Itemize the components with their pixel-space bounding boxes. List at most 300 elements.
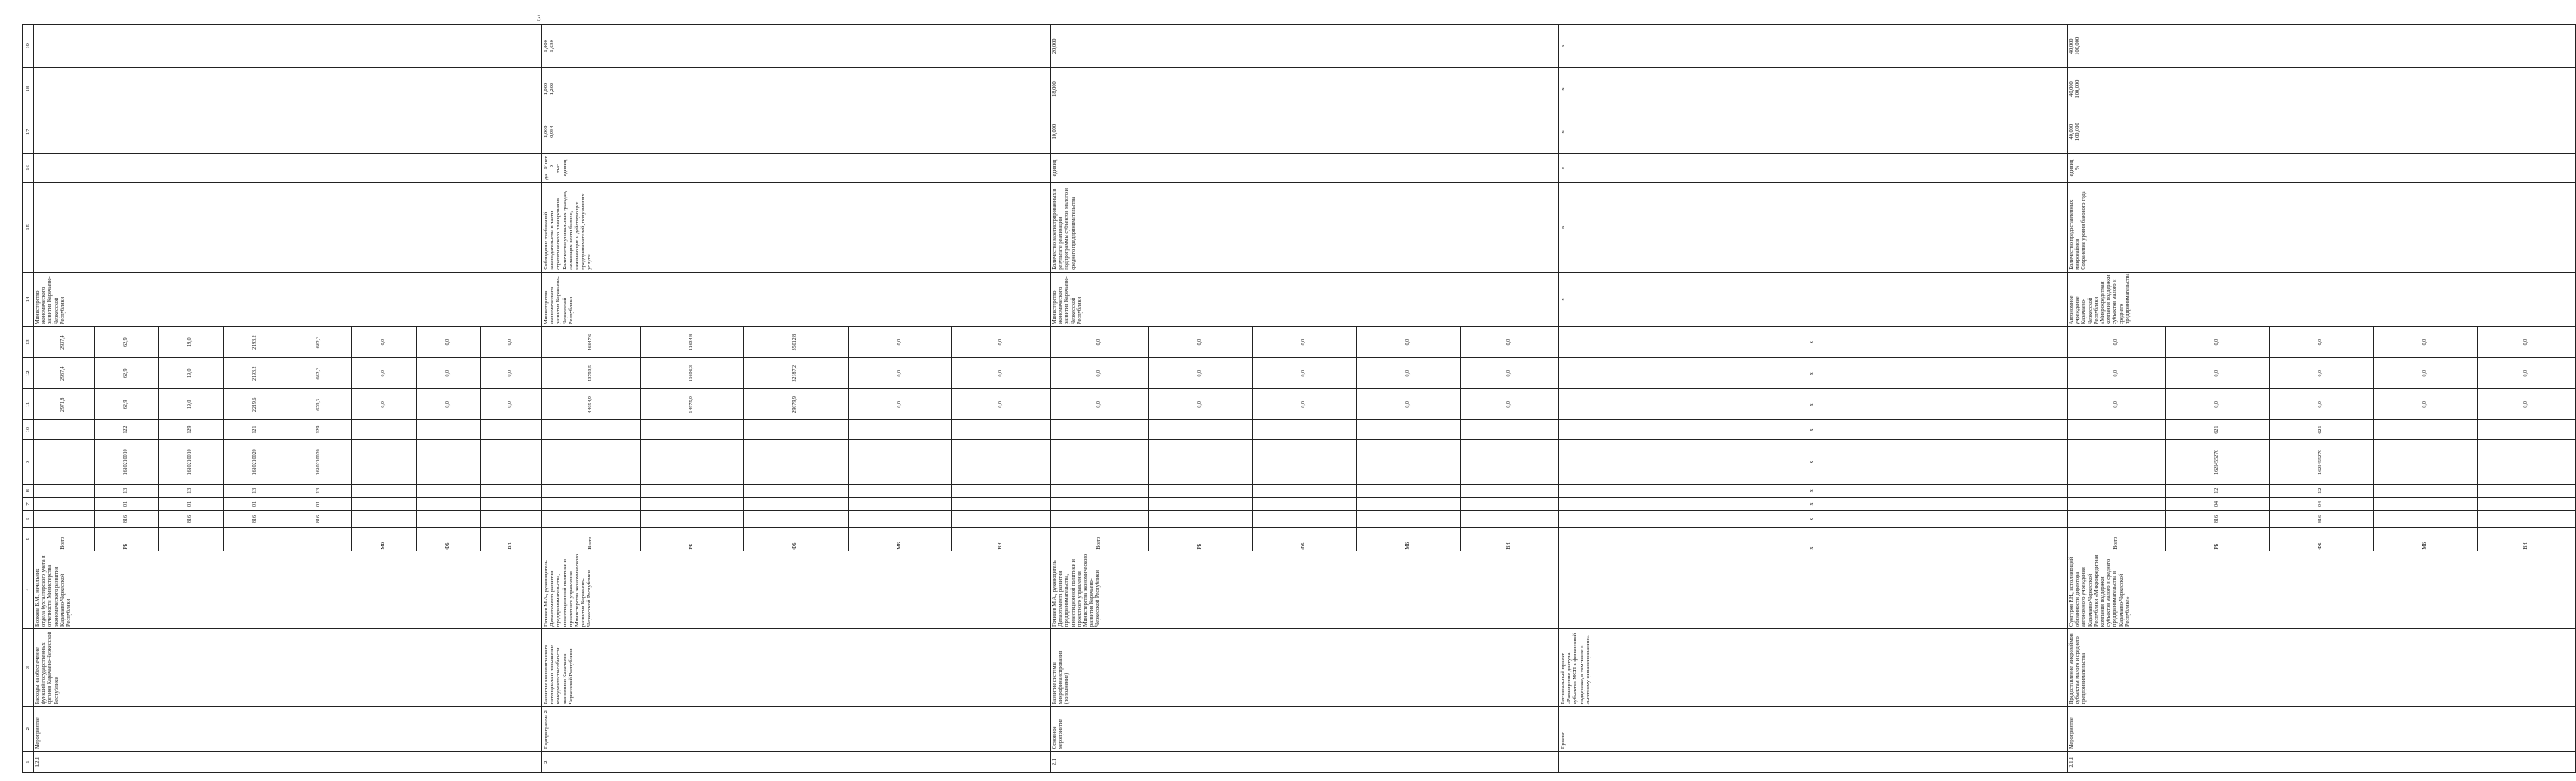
sub-cell: ФБ (416, 528, 481, 551)
sub-cell (481, 498, 541, 511)
sub-cell: 0,0 (2165, 327, 2269, 357)
sub-cell: 0,0 (997, 338, 1003, 346)
sub-cell: х (1809, 517, 1815, 520)
cell-col-15: Соблюдение требований законодательства в части стратегического планирования Количество уникальных граждан, желающих вести бизнес, начинающих и действующих предпринимателей, получивших услуги (542, 182, 1051, 272)
sub-cell: 12 (2270, 485, 2373, 497)
sub-cell (848, 511, 951, 526)
sub-cell (640, 440, 743, 484)
sub-cell (1148, 440, 1252, 484)
column-number-row (23, 25, 34, 773)
sub-cell: Всего (1051, 528, 1148, 551)
sub-cell (1253, 498, 1356, 511)
sub-cell (1148, 511, 1252, 526)
sub-cell: 621 (2165, 420, 2269, 439)
sub-cell (34, 420, 94, 439)
cell-col-13 (1051, 327, 1559, 358)
sub-cell: 0,0 (848, 327, 951, 357)
cell-col-4: Боркова Б.М., начальник отдела бухгалтерского учета и отчетности Министерства экономического развития Карачаево-Черкесской Республики (34, 551, 542, 628)
cell-col-1 (1559, 752, 2068, 773)
sub-cell (2373, 485, 2477, 497)
cell-col-3: Развитие системы микрофинансирования (пополнение) (1051, 628, 1559, 706)
sub-cell (640, 511, 743, 526)
cell-col-12 (34, 358, 542, 389)
sub-cell: х (1809, 460, 1815, 463)
sub-cell: 816 (2165, 511, 2269, 526)
sub-cell: 816 (287, 511, 352, 526)
cell-col-14: Министерство экономического развития Карачаево-Черкесской Республики (542, 272, 1051, 326)
sub-cell: 670,3 (287, 389, 352, 419)
sub-cell (744, 511, 848, 526)
sub-cell (2478, 485, 2575, 497)
cell-col-19 (34, 25, 542, 68)
sub-cell: 121 (223, 420, 287, 439)
sub-cell: 662,3 (287, 327, 352, 357)
sub-cell: 0,0 (848, 389, 951, 419)
cell-col-12 (1051, 358, 1559, 389)
cell-col-7 (34, 497, 542, 511)
sub-cell: МБ (848, 528, 951, 551)
cell-col-15 (34, 182, 542, 272)
cell-col-3: Предоставление микрозаймов субъектам малого и среднего предпринимательства (2068, 628, 2576, 706)
sub-cell: 122 (94, 420, 159, 439)
sub-cell (416, 511, 481, 526)
sub-cell: 2193,2 (223, 327, 287, 357)
sub-cell (542, 485, 640, 497)
cell-col-5 (542, 527, 1051, 551)
sub-cell (416, 498, 481, 511)
column-number-cell: 15 (23, 182, 34, 272)
cell-col-9 (2068, 439, 2576, 484)
sub-cell: 0,0 (1051, 327, 1148, 357)
sub-cell: 1610210020 (287, 440, 352, 484)
sub-cell (2373, 420, 2477, 439)
sub-cell: 0,0 (352, 358, 417, 388)
sub-cell: 0,0 (1506, 338, 1512, 346)
cell-col-5 (2068, 527, 2576, 551)
sub-cell (1051, 420, 1148, 439)
cell-col-19: 20,000 (1051, 25, 1559, 68)
sub-cell (1253, 440, 1356, 484)
sub-cell: х (1809, 502, 1815, 506)
sub-cell (352, 498, 417, 511)
sub-cell: 0,0 (848, 358, 951, 388)
sub-cell: 01 (159, 498, 224, 511)
table-row (1559, 25, 2068, 773)
sub-cell (1253, 511, 1356, 526)
sub-cell: 62,9 (94, 358, 159, 388)
program-table (22, 24, 2576, 773)
sub-cell: 0,0 (1148, 358, 1252, 388)
sub-cell (352, 420, 417, 439)
column-number-cell: 16 (23, 154, 34, 183)
sub-cell: ФБ (1253, 528, 1356, 551)
sub-cell: х (1809, 403, 1815, 406)
cell-col-19: 40,000 100,000 (2068, 25, 2576, 68)
rotated-table-container (22, 24, 2529, 773)
column-number-cell: 3 (23, 628, 34, 706)
sub-cell: 1610210010 (159, 440, 224, 484)
cell-col-2: Мероприятие (2068, 707, 2576, 752)
sub-cell (1356, 440, 1460, 484)
sub-cell (481, 511, 541, 526)
cell-col-5 (1051, 527, 1559, 551)
sub-cell (416, 420, 481, 439)
sub-cell (2478, 420, 2575, 439)
page-number: 3 (537, 14, 541, 22)
cell-col-13 (542, 327, 1051, 358)
sub-cell (640, 498, 743, 511)
column-number-cell: 1 (23, 752, 34, 773)
cell-col-4: Сунгуров Р.Н., исполняющий обязанности директора автономного учреждения Карачаево-Черкесской Республики «Микрокредитная компания поддержки субъектов малого и среднего предпринимательства в Карачаево-Черкесской Республике» (2068, 551, 2576, 628)
sub-cell: 0,0 (508, 401, 514, 408)
cell-col-6 (542, 511, 1051, 527)
cell-col-3: Региональный проект «Расширение доступа субъектов МСП к финансовой поддержке, в том числе к льготному финансированию» (1559, 628, 2068, 706)
cell-col-18: 40,000 100,000 (2068, 67, 2576, 110)
sub-cell (1356, 498, 1460, 511)
sub-cell: 0,0 (997, 369, 1003, 377)
sub-cell (1148, 498, 1252, 511)
sub-cell: 0,0 (416, 327, 481, 357)
sub-cell (1051, 511, 1148, 526)
sub-cell: Всего (542, 528, 640, 551)
column-number-cell: 4 (23, 551, 34, 628)
sub-cell: 2937,4 (34, 327, 94, 357)
cell-col-8 (542, 484, 1051, 497)
sub-cell: 129 (159, 420, 224, 439)
sub-cell (287, 528, 352, 551)
sub-cell: 0,0 (1253, 389, 1356, 419)
sub-cell: 0,0 (2068, 327, 2165, 357)
sub-cell (416, 485, 481, 497)
sub-cell (2478, 440, 2575, 484)
cell-col-12 (2068, 358, 2576, 389)
sub-cell: 0,0 (2068, 389, 2165, 419)
sub-cell (2068, 420, 2165, 439)
sub-cell: РБ (94, 528, 159, 551)
sub-cell (1461, 511, 1558, 526)
sub-cell: МБ (352, 528, 417, 551)
sub-cell (1461, 485, 1558, 497)
sub-cell: РБ (640, 528, 743, 551)
cell-col-7 (2068, 497, 2576, 511)
sub-cell (1356, 420, 1460, 439)
table-row (34, 25, 542, 773)
cell-col-2: Подпрограмма 2 (542, 707, 1051, 752)
cell-col-12 (542, 358, 1051, 389)
sub-cell (34, 440, 94, 484)
sub-cell (481, 420, 541, 439)
sub-cell (952, 420, 1050, 439)
sub-cell (1051, 498, 1148, 511)
column-number-cell: 18 (23, 67, 34, 110)
sub-cell (34, 511, 94, 526)
sub-cell: 13 (223, 485, 287, 497)
sub-cell: ВН (508, 542, 514, 550)
cell-col-10 (34, 420, 542, 440)
column-number-cell: 7 (23, 497, 34, 511)
column-number-cell: 9 (23, 439, 34, 484)
sub-cell: ФБ (744, 528, 848, 551)
cell-col-15: Количество зарегистрированных в результате реализации подпрограммы субъектов малого и среднего предпринимательства (1051, 182, 1559, 272)
cell-col-6 (1051, 511, 1559, 527)
table-row (542, 25, 1051, 773)
sub-cell: 0,0 (1506, 401, 1512, 408)
cell-col-19: 1,000 1,630 (542, 25, 1051, 68)
sub-cell: 11634,8 (640, 327, 743, 357)
cell-col-9 (1051, 439, 1559, 484)
sub-cell: 2937,4 (34, 358, 94, 388)
sub-cell: 43793,5 (542, 358, 640, 388)
cell-col-18: 18,000 (1051, 67, 1559, 110)
cell-col-16: х (1559, 154, 2068, 183)
sub-cell (952, 485, 1050, 497)
sub-cell: 01 (223, 498, 287, 511)
sub-cell: 0,0 (2373, 358, 2477, 388)
column-number-cell: 14 (23, 272, 34, 326)
cell-col-14: Министерство экономического развития Карачаево-Черкесской Республики (34, 272, 542, 326)
sub-cell (1253, 420, 1356, 439)
sub-cell: 0,0 (997, 401, 1003, 408)
sub-cell (744, 420, 848, 439)
sub-cell: 35012,8 (744, 327, 848, 357)
cell-col-14: х (1559, 272, 2068, 326)
cell-col-4: Гочияев М.А., руководитель Департамента развития предпринимательства, инвестиционной политики и проектного управления Министерства экономического развития Карачаево-Черкесской Республики (542, 551, 1051, 628)
sub-cell: 12 (2165, 485, 2269, 497)
sub-cell (744, 498, 848, 511)
sub-cell: 04 (2165, 498, 2269, 511)
cell-col-10 (1559, 420, 2068, 440)
sub-cell (952, 440, 1050, 484)
cell-col-11 (1559, 389, 2068, 420)
cell-col-11 (1051, 389, 1559, 420)
sub-cell (34, 498, 94, 511)
sub-cell (1461, 440, 1558, 484)
sub-cell: 162I455270 (2165, 440, 2269, 484)
column-number-cell: 11 (23, 389, 34, 420)
sub-cell: 0,0 (2522, 369, 2529, 377)
cell-col-9 (542, 439, 1051, 484)
sub-cell (2068, 440, 2165, 484)
sub-cell: Всего (34, 528, 94, 551)
sub-cell: 0,0 (1253, 327, 1356, 357)
sub-cell: 13 (287, 485, 352, 497)
sub-cell (416, 440, 481, 484)
sub-cell: МБ (2373, 528, 2477, 551)
sub-cell: 46647,6 (542, 327, 640, 357)
sub-cell: 19,0 (159, 358, 224, 388)
cell-col-4 (1559, 551, 2068, 628)
sub-cell (352, 440, 417, 484)
sub-cell: 0,0 (1253, 358, 1356, 388)
cell-col-17: 1,000 0,984 (542, 110, 1051, 154)
column-number-cell: 2 (23, 707, 34, 752)
cell-col-8 (1559, 484, 2068, 497)
sub-cell (848, 498, 951, 511)
sub-cell (848, 485, 951, 497)
cell-col-15: Количество предоставленных микрозаймов Сохранение уровня базового года (2068, 182, 2576, 272)
cell-col-2: Проект (1559, 707, 2068, 752)
column-number-cell: 5 (23, 527, 34, 551)
column-number-cell: 10 (23, 420, 34, 440)
sub-cell: 0,0 (1356, 327, 1460, 357)
cell-col-17 (34, 110, 542, 154)
sub-cell (1148, 420, 1252, 439)
sub-cell: 13 (159, 485, 224, 497)
cell-col-10 (2068, 420, 2576, 440)
sub-cell: 0,0 (1148, 327, 1252, 357)
sub-cell (744, 440, 848, 484)
sub-cell (2373, 511, 2477, 526)
sub-cell (2068, 498, 2165, 511)
sub-cell (848, 420, 951, 439)
sub-cell: 1610210020 (223, 440, 287, 484)
sub-cell: 2971,8 (34, 389, 94, 419)
sub-cell: 129 (287, 420, 352, 439)
cell-col-11 (542, 389, 1051, 420)
sub-cell: 19,0 (159, 327, 224, 357)
sub-cell: 0,0 (2165, 358, 2269, 388)
sub-cell: 0,0 (2165, 389, 2269, 419)
sub-cell: ВН (2522, 542, 2529, 550)
sub-cell: 0,0 (416, 358, 481, 388)
cell-col-1: 2 (542, 752, 1051, 773)
sub-cell (1356, 511, 1460, 526)
cell-col-13 (1559, 327, 2068, 358)
sub-cell (848, 440, 951, 484)
cell-col-16: да - 1/ нет - 0 тыс. единиц (542, 154, 1051, 183)
sub-cell: Всего (2068, 528, 2165, 551)
cell-col-2: Основное мероприятие (1051, 707, 1559, 752)
sub-cell: 01 (94, 498, 159, 511)
sub-cell: 0,0 (2270, 327, 2373, 357)
sub-cell: х (1809, 372, 1815, 375)
cell-col-18 (34, 67, 542, 110)
cell-col-2: Мероприятие (34, 707, 542, 752)
cell-col-10 (542, 420, 1051, 440)
cell-col-14: Автономное учреждение Карачаево-Черкесской Республики «Микрокредитная компания поддержки субъектов малого и среднего предпринимательства (2068, 272, 2576, 326)
sub-cell (744, 485, 848, 497)
sub-cell (2373, 440, 2477, 484)
sub-cell (1051, 485, 1148, 497)
sub-cell: 2193,2 (223, 358, 287, 388)
sub-cell: х (1809, 489, 1815, 493)
cell-col-14: Министерство экономического развития Карачаево-Черкесской Республики (1051, 272, 1559, 326)
sub-cell (223, 528, 287, 551)
sub-cell: 04 (2270, 498, 2373, 511)
cell-col-8 (2068, 484, 2576, 497)
sub-cell: МБ (1356, 528, 1460, 551)
cell-col-7 (542, 497, 1051, 511)
sub-cell: 62,9 (94, 327, 159, 357)
cell-col-5 (34, 527, 542, 551)
sub-cell: 32187,2 (744, 358, 848, 388)
sub-cell: ВН (1506, 542, 1512, 550)
sub-cell: 13 (94, 485, 159, 497)
sub-cell: 29079,9 (744, 389, 848, 419)
sub-cell (1461, 420, 1558, 439)
cell-col-17: 40,000 100,000 (2068, 110, 2576, 154)
column-number-cell: 19 (23, 25, 34, 68)
sub-cell (542, 511, 640, 526)
sub-cell: 0,0 (2270, 389, 2373, 419)
cell-col-18: х (1559, 67, 2068, 110)
cell-col-16: единиц % (2068, 154, 2576, 183)
sub-cell: 0,0 (2270, 358, 2373, 388)
column-number-cell: 13 (23, 327, 34, 358)
cell-col-5 (1559, 527, 2068, 551)
cell-col-11 (2068, 389, 2576, 420)
sub-cell (1148, 485, 1252, 497)
cell-col-3: Развитие экономического потенциала и повышение конкурентоспособности экономики Карачаево-Черкесской Республики (542, 628, 1051, 706)
sub-cell: 11606,3 (640, 358, 743, 388)
sub-cell: 0,0 (1506, 369, 1512, 377)
sub-cell (352, 485, 417, 497)
sub-cell: РБ (2165, 528, 2269, 551)
sub-cell (352, 511, 417, 526)
sub-cell: ВН (997, 542, 1003, 550)
sub-cell: 0,0 (1356, 358, 1460, 388)
sub-cell: 0,0 (2068, 358, 2165, 388)
sub-cell (542, 420, 640, 439)
sub-cell (34, 485, 94, 497)
sub-cell: 816 (94, 511, 159, 526)
sub-cell: х (1809, 546, 1815, 550)
sub-cell (640, 485, 743, 497)
cell-col-17: х (1559, 110, 2068, 154)
sub-cell: х (1809, 341, 1815, 344)
cell-col-17: 10,000 (1051, 110, 1559, 154)
cell-col-16: единиц (1051, 154, 1559, 183)
sub-cell: 162I455270 (2270, 440, 2373, 484)
sub-cell: 662,3 (287, 358, 352, 388)
cell-col-9 (34, 439, 542, 484)
sub-cell: 0,0 (1356, 389, 1460, 419)
cell-col-6 (34, 511, 542, 527)
sub-cell (640, 420, 743, 439)
cell-col-16 (34, 154, 542, 183)
cell-col-11 (34, 389, 542, 420)
sub-cell: 14975,0 (640, 389, 743, 419)
column-number-cell: 12 (23, 358, 34, 389)
column-number-cell: 17 (23, 110, 34, 154)
sub-cell: 44054,9 (542, 389, 640, 419)
sub-cell: 1610210010 (94, 440, 159, 484)
cell-col-6 (2068, 511, 2576, 527)
sub-cell: 62,9 (94, 389, 159, 419)
table-row (1051, 25, 1559, 773)
sub-cell (952, 498, 1050, 511)
cell-col-1: 1.2.1 (34, 752, 542, 773)
sub-cell: 0,0 (352, 327, 417, 357)
sub-cell: 0,0 (2522, 338, 2529, 346)
cell-col-7 (1051, 497, 1559, 511)
cell-col-4: Гочияев М.А., руководитель Департамента развития предпринимательства, инвестиционной политики и проектного управления Министерства экономического развития Карачаево-Черкесской Республики (1051, 551, 1559, 628)
sub-cell: ФБ (2270, 528, 2373, 551)
cell-col-13 (2068, 327, 2576, 358)
sub-cell: 0,0 (352, 389, 417, 419)
sub-cell (542, 440, 640, 484)
sub-cell: 2219,6 (223, 389, 287, 419)
cell-col-19: х (1559, 25, 2068, 68)
sub-cell (1461, 498, 1558, 511)
sub-cell (1051, 440, 1148, 484)
sub-cell: 01 (287, 498, 352, 511)
cell-col-1: 2.1 (1051, 752, 1559, 773)
cell-col-8 (34, 484, 542, 497)
cell-col-18: 1,000 1,202 (542, 67, 1051, 110)
cell-col-10 (1051, 420, 1559, 440)
column-number-cell: 8 (23, 484, 34, 497)
